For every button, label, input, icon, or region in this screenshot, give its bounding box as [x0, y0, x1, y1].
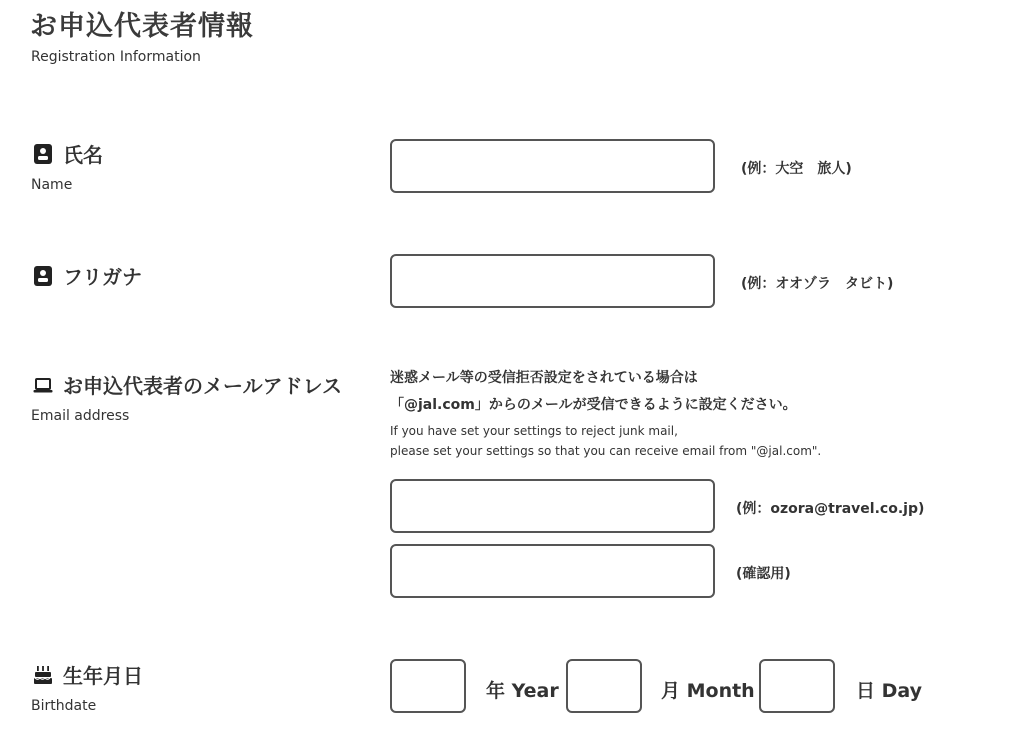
- birth-year-input[interactable]: [390, 659, 466, 713]
- birth-day-unit: 日 Day: [856, 680, 923, 702]
- id-badge-icon: [33, 265, 53, 287]
- email-label-en: Email address: [31, 408, 130, 424]
- furigana-input[interactable]: [390, 254, 715, 308]
- furigana-label: [33, 261, 142, 290]
- page-title: お申込代表者情報: [30, 11, 254, 42]
- laptop-icon: [33, 374, 53, 396]
- name-label-en: Name: [31, 177, 73, 193]
- name-input[interactable]: [390, 139, 715, 193]
- name-example: (例：大空 旅人): [741, 161, 852, 177]
- furigana-example: (例：オオゾラ タビト): [741, 276, 894, 292]
- junk-mail-notice-en-1: If you have set your settings to reject junk mail,: [390, 424, 678, 438]
- id-badge-icon: [33, 143, 53, 165]
- name-label: [33, 139, 103, 168]
- birth-month-unit: 月 Month: [661, 680, 755, 702]
- page-subtitle: Registration Information: [31, 49, 201, 65]
- birthdate-label-jp: 生年月日: [63, 664, 143, 688]
- email-label: [33, 370, 342, 399]
- birth-day-input[interactable]: [759, 659, 835, 713]
- name-label-jp: 氏名: [63, 143, 103, 167]
- junk-mail-notice-jp-2: 「@jal.com」からのメールが受信できるように設定ください。: [390, 397, 797, 413]
- birth-year-unit: 年 Year: [486, 680, 559, 702]
- furigana-label-jp: フリガナ: [63, 265, 142, 289]
- email-input[interactable]: [390, 479, 715, 533]
- email-confirm-input[interactable]: [390, 544, 715, 598]
- birthday-cake-icon: [33, 664, 53, 686]
- birth-month-input[interactable]: [566, 659, 642, 713]
- email-example: (例：ozora@travel.co.jp): [736, 501, 925, 517]
- birthdate-label-en: Birthdate: [31, 698, 97, 714]
- junk-mail-notice-en-2: please set your settings so that you can receive email from "@jal.com".: [390, 444, 822, 458]
- email-confirm-label: (確認用): [736, 566, 791, 582]
- junk-mail-notice-jp-1: 迷惑メール等の受信拒否設定をされている場合は: [390, 370, 698, 386]
- email-label-jp: お申込代表者のメールアドレス: [63, 374, 342, 398]
- birthdate-label: [33, 660, 143, 689]
